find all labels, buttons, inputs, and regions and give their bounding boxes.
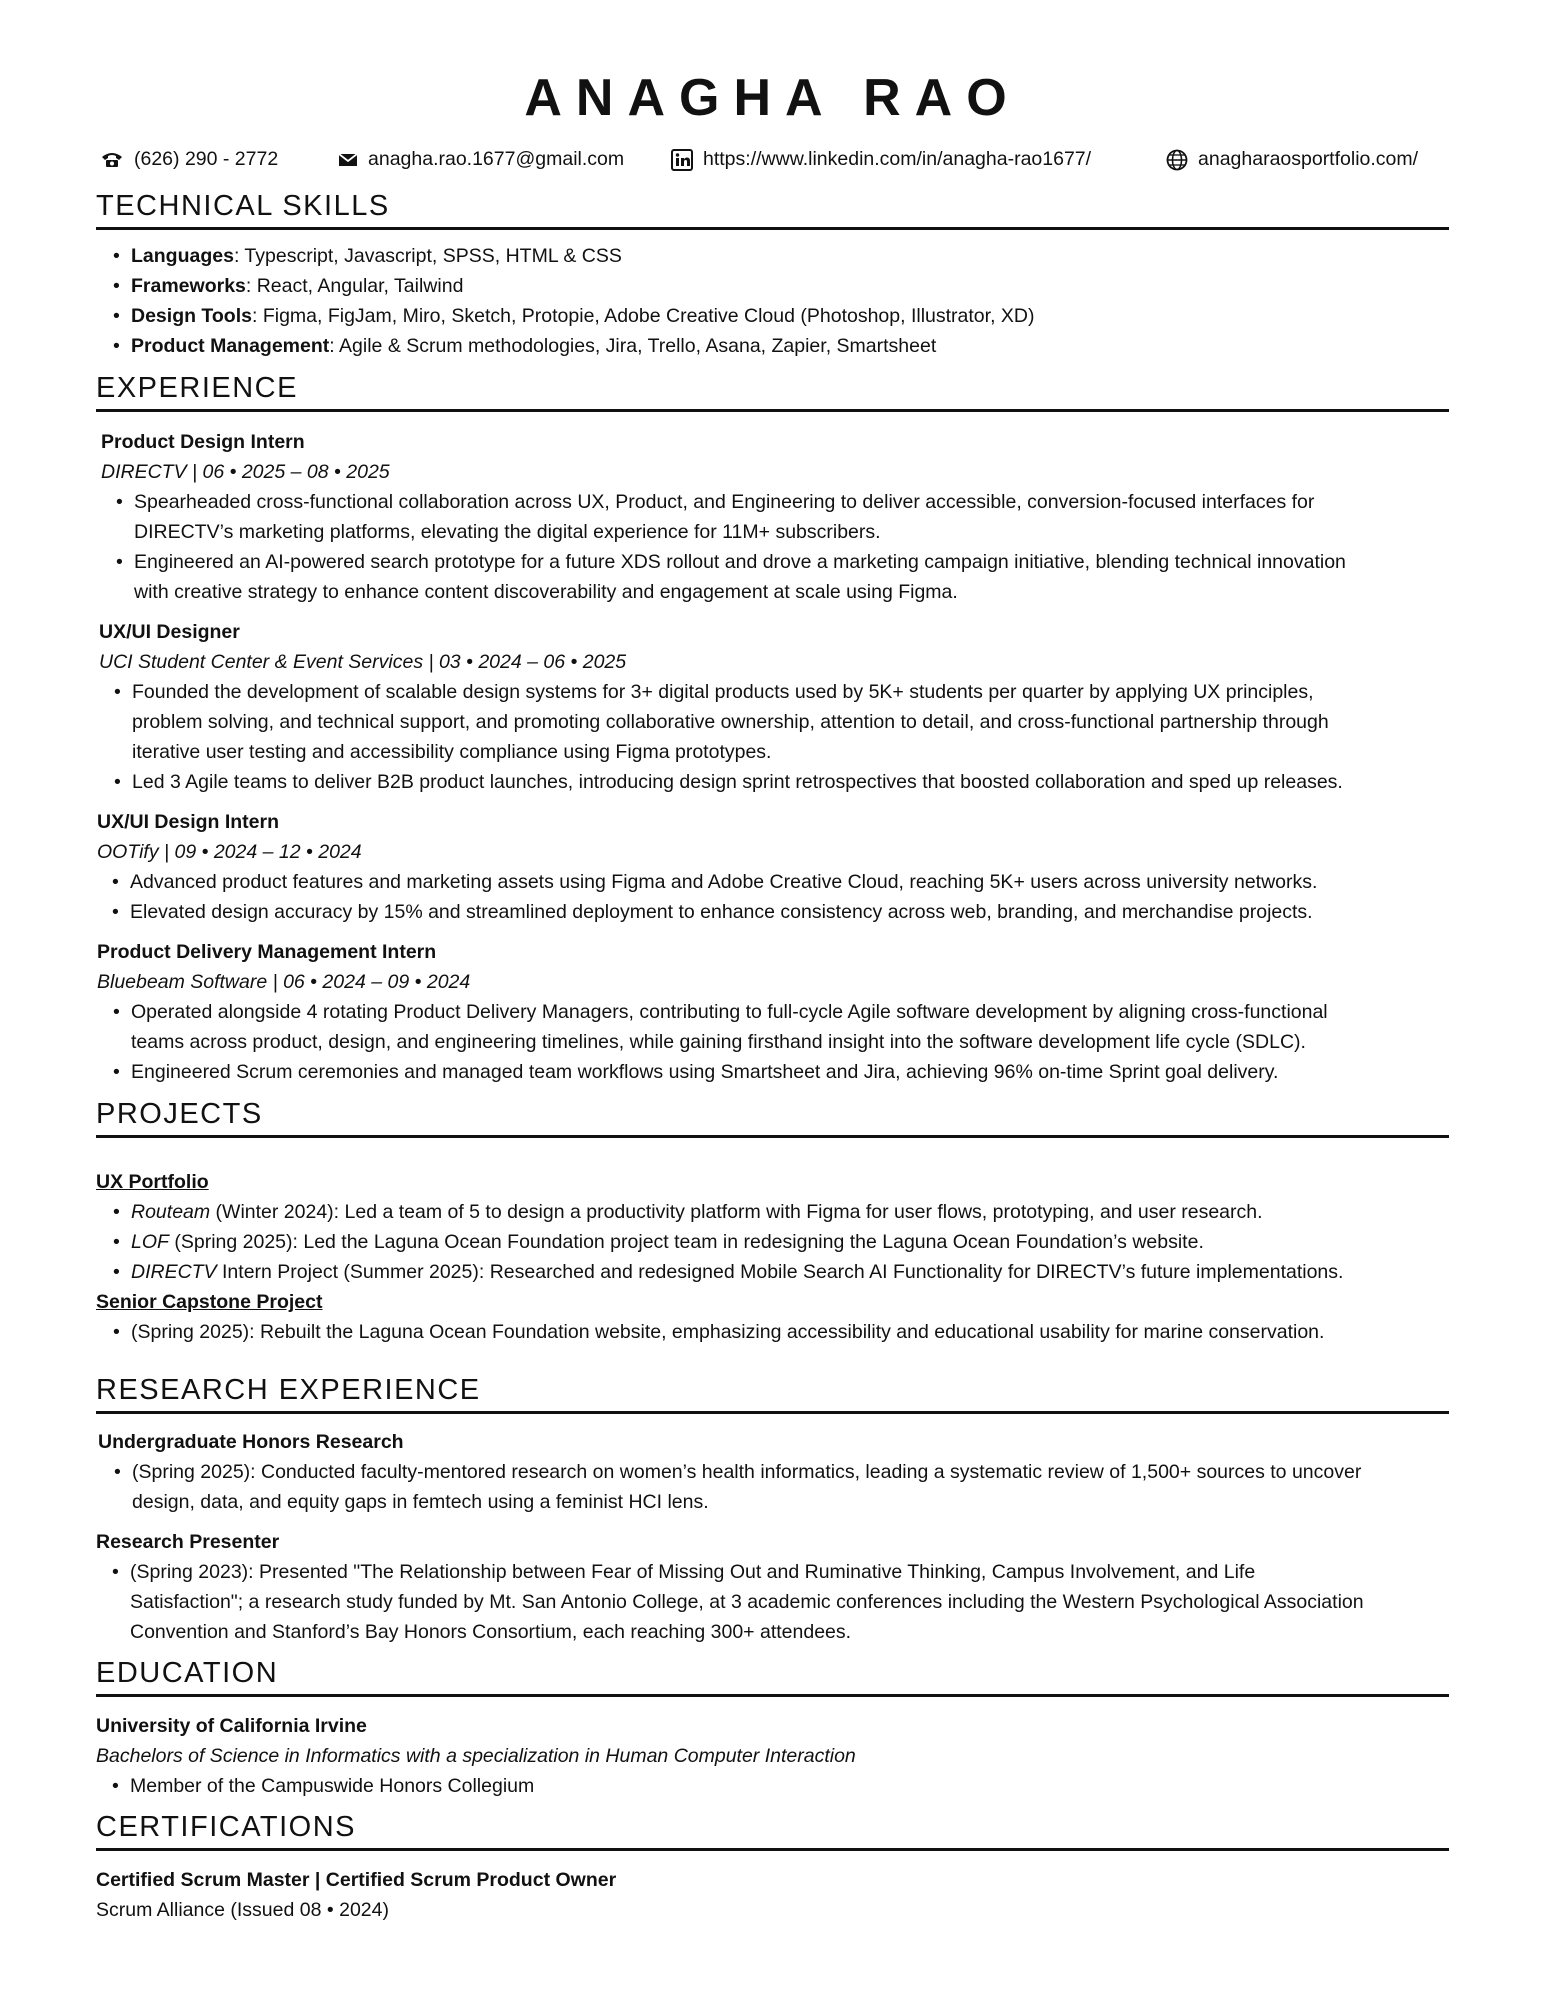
section-divider xyxy=(96,1848,1449,1851)
email-link[interactable]: anagha.rao.1677@gmail.com xyxy=(368,148,625,170)
certification-name: Certified Scrum Master | Certified Scrum Product Owner xyxy=(96,1869,617,1891)
job-bullet-continued: iterative user testing and accessibility compliance using Figma prototypes. xyxy=(132,741,772,763)
research-role: Research Presenter xyxy=(96,1531,280,1553)
contact-linkedin[interactable] xyxy=(671,148,1091,171)
job-bullet: • Elevated design accuracy by 15% and streamlined deployment to enhance consistency across web, branding, and merchandise projects. xyxy=(112,901,1313,923)
certifications-title: CERTIFICATIONS xyxy=(96,1811,356,1843)
mail-icon xyxy=(338,152,358,168)
project-item: • DIRECTV Intern Project (Summer 2025): Researched and redesigned Mobile Search AI Functionality for DIRECTV’s future implementations. xyxy=(113,1261,1344,1283)
education-bullet: • Member of the Campuswide Honors Collegium xyxy=(112,1775,535,1797)
capstone-link[interactable]: Senior Capstone Project xyxy=(96,1291,323,1313)
skill-item: • Languages: Typescript, Javascript, SPSS, HTML & CSS xyxy=(113,245,622,267)
skill-item: • Product Management: Agile & Scrum methodologies, Jira, Trello, Asana, Zapier, Smartsheet xyxy=(113,335,937,357)
job-meta: UCI Student Center & Event Services | 03 • 2024 – 06 • 2025 xyxy=(99,651,627,673)
skill-item: • Frameworks: React, Angular, Tailwind xyxy=(113,275,464,297)
section-divider xyxy=(96,227,1449,230)
experience-title: EXPERIENCE xyxy=(96,372,298,404)
job-role: UX/UI Design Intern xyxy=(97,811,280,833)
job-meta: OOTify | 09 • 2024 – 12 • 2024 xyxy=(97,841,362,863)
contact-portfolio[interactable] xyxy=(1166,148,1418,171)
projects-title: PROJECTS xyxy=(96,1098,263,1130)
section-divider xyxy=(96,1135,1449,1138)
job-bullet: • Advanced product features and marketing assets using Figma and Adobe Creative Cloud, reaching 5K+ users across university networks. xyxy=(112,871,1318,893)
phone-text: (626) 290 - 2772 xyxy=(134,148,279,170)
job-bullet: • Engineered Scrum ceremonies and managed team workflows using Smartsheet and Jira, achieving 96% on-time Sprint goal delivery. xyxy=(113,1061,1279,1083)
portfolio-link[interactable]: anagharaosportfolio.com/ xyxy=(1198,148,1419,170)
skills-section-header xyxy=(96,190,1449,230)
job-meta: DIRECTV | 06 • 2025 – 08 • 2025 xyxy=(101,461,390,483)
research-section-header xyxy=(96,1374,1449,1414)
project-item: • LOF (Spring 2025): Led the Laguna Ocean Foundation project team in redesigning the Laguna Ocean Foundation’s website. xyxy=(113,1231,1204,1253)
certifications-section-header xyxy=(96,1811,1449,1851)
section-divider xyxy=(96,1694,1449,1697)
experience-section-header xyxy=(96,372,1449,412)
job-bullet: • Led 3 Agile teams to deliver B2B product launches, introducing design sprint retrospectives that boosted collaboration and sped up releases. xyxy=(114,771,1343,793)
skills-title: TECHNICAL SKILLS xyxy=(96,190,390,222)
job-bullet-continued: problem solving, and technical support, and promoting collaborative ownership, attention to detail, and cross-functional partnership through xyxy=(132,711,1329,733)
research-bullet-continued: Satisfaction"; a research study funded by Mt. San Antonio College, at 3 academic conferences including the Western Psychological Association xyxy=(130,1591,1364,1613)
job-role: UX/UI Designer xyxy=(99,621,240,643)
research-role: Undergraduate Honors Research xyxy=(98,1431,404,1453)
job-bullet-continued: teams across product, design, and engineering timelines, while gaining firsthand insight into the software development life cycle (SDLC). xyxy=(131,1031,1306,1053)
job-bullet: • Operated alongside 4 rotating Product Delivery Managers, contributing to full-cycle Agile software development by aligning cross-functional xyxy=(113,1001,1328,1023)
research-bullet: • (Spring 2023): Presented "The Relationship between Fear of Missing Out and Ruminative Thinking, Campus Involvement, and Life xyxy=(112,1561,1256,1583)
research-bullet-continued: design, data, and equity gaps in femtech using a feminist HCI lens. xyxy=(132,1491,709,1513)
job-bullet: • Founded the development of scalable design systems for 3+ digital products used by 5K+ students per quarter by applying UX principles, xyxy=(114,681,1314,703)
globe-icon xyxy=(1166,149,1188,171)
education-section-header xyxy=(96,1657,1449,1697)
ux-portfolio-link[interactable]: UX Portfolio xyxy=(96,1171,209,1193)
projects-section-header xyxy=(96,1098,1449,1138)
project-item: • Routeam (Winter 2024): Led a team of 5 to design a productivity platform with Figma for user flows, prototyping, and user research. xyxy=(113,1201,1263,1223)
degree: Bachelors of Science in Informatics with a specialization in Human Computer Interaction xyxy=(96,1745,856,1767)
contact-phone xyxy=(100,148,278,171)
research-bullet: • (Spring 2025): Conducted faculty-mentored research on women’s health informatics, leading a systematic review of 1,500+ sources to uncover xyxy=(114,1461,1362,1483)
school-name: University of California Irvine xyxy=(96,1715,367,1737)
job-bullet: • Engineered an AI-powered search prototype for a future XDS rollout and drove a marketing campaign initiative, blending technical innovation xyxy=(116,551,1346,573)
research-bullet-continued: Convention and Stanford’s Bay Honors Consortium, each reaching 300+ attendees. xyxy=(130,1621,852,1643)
job-role: Product Delivery Management Intern xyxy=(97,941,437,963)
job-meta: Bluebeam Software | 06 • 2024 – 09 • 2024 xyxy=(97,971,471,993)
section-divider xyxy=(96,1411,1449,1414)
education-title: EDUCATION xyxy=(96,1657,279,1689)
skill-item: • Design Tools: Figma, FigJam, Miro, Sketch, Protopie, Adobe Creative Cloud (Photoshop, Illustrator, XD) xyxy=(113,305,1035,327)
linkedin-link[interactable]: https://www.linkedin.com/in/anagha-rao1677/ xyxy=(703,148,1092,170)
phone-icon xyxy=(100,151,124,169)
job-role: Product Design Intern xyxy=(101,431,305,453)
job-bullet-continued: DIRECTV’s marketing platforms, elevating the digital experience for 11M+ subscribers. xyxy=(134,521,881,543)
job-bullet: • Spearheaded cross-functional collaboration across UX, Product, and Engineering to deliver accessible, conversion-focused interfaces for xyxy=(116,491,1315,513)
linkedin-icon xyxy=(671,149,693,171)
contact-email[interactable] xyxy=(338,148,624,171)
project-item: • (Spring 2025): Rebuilt the Laguna Ocean Foundation website, emphasizing accessibility and educational usability for marine conservation. xyxy=(113,1321,1325,1343)
job-bullet-continued: with creative strategy to enhance content discoverability and engagement at scale using Figma. xyxy=(134,581,958,603)
research-title: RESEARCH EXPERIENCE xyxy=(96,1374,481,1406)
certification-issuer: Scrum Alliance (Issued 08 • 2024) xyxy=(96,1899,389,1921)
candidate-name: ANAGHA RAO xyxy=(524,69,1021,127)
section-divider xyxy=(96,409,1449,412)
